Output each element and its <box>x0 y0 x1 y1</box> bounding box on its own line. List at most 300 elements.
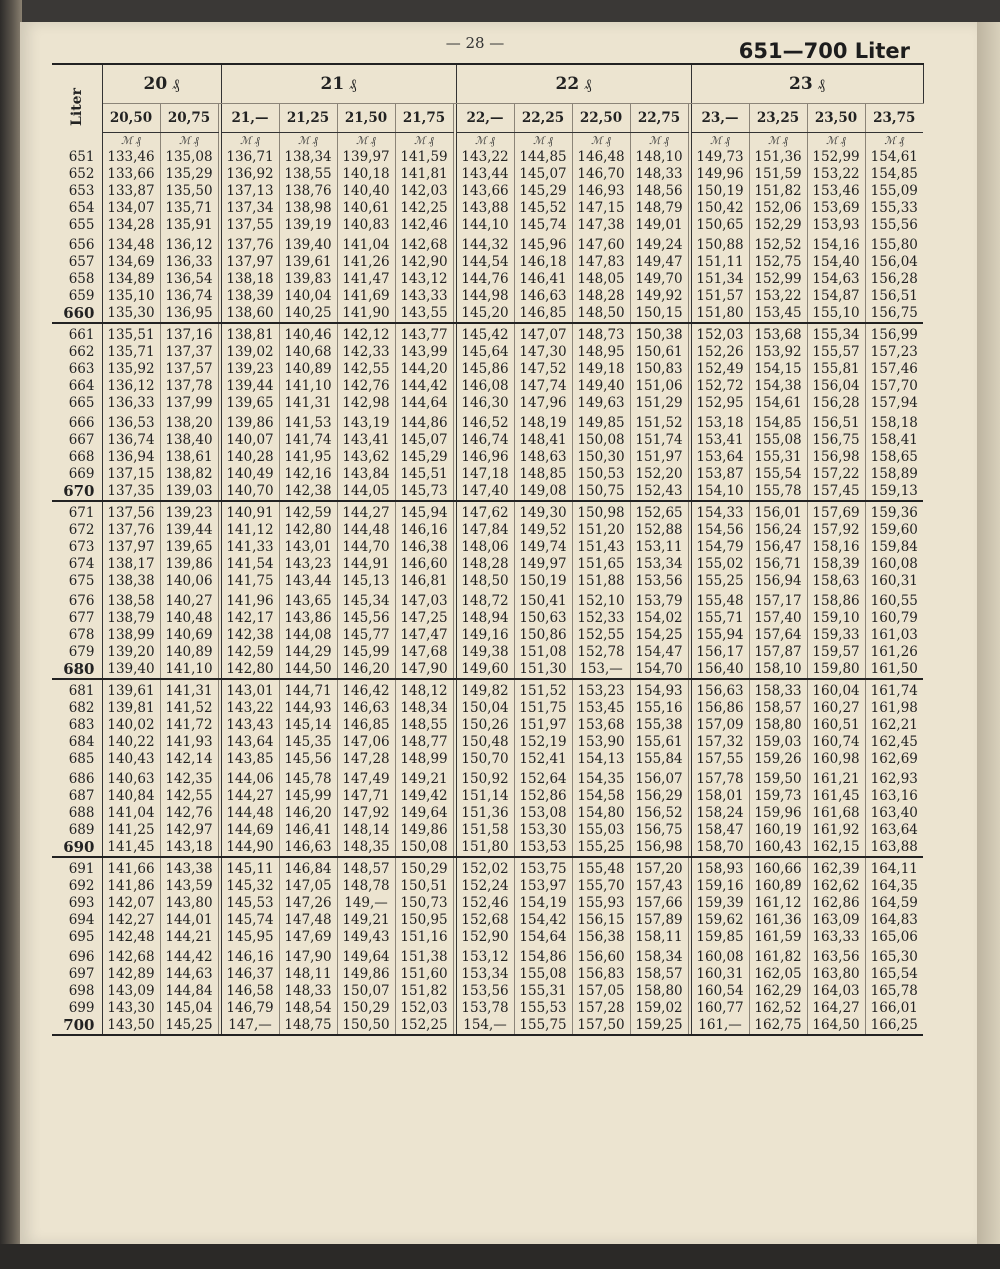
liter-value: 654 <box>52 200 102 217</box>
currency-unit-label: ℳ ₰ <box>395 133 453 150</box>
price-cell: 150,26 <box>456 717 514 734</box>
price-cell: 162,15 <box>807 839 865 857</box>
price-cell: 143,44 <box>456 166 514 183</box>
table-row <box>52 271 923 288</box>
price-cell: 156,28 <box>870 271 918 287</box>
price-cell: 142,07 <box>102 895 160 912</box>
price-cell: 147,92 <box>337 805 395 822</box>
price-cell: 158,47 <box>691 822 749 839</box>
price-cell: 153,46 <box>807 183 865 200</box>
price-cell: 143,50 <box>102 1017 160 1035</box>
price-cell: 162,45 <box>870 734 918 750</box>
price-cell: 146,20 <box>279 805 337 822</box>
table-row <box>52 183 923 200</box>
price-cell: 152,26 <box>691 344 749 361</box>
price-cell: 165,30 <box>870 949 918 965</box>
currency-unit-label: ℳ ₰ <box>807 133 865 150</box>
price-cell: 138,38 <box>102 573 160 590</box>
price-cell: 146,85 <box>514 305 572 323</box>
price-cell: 156,63 <box>691 679 749 700</box>
price-cell: 145,11 <box>221 857 279 878</box>
price-cell: 152,06 <box>749 200 807 217</box>
price-cell: 145,04 <box>160 1000 218 1017</box>
price-cell: 136,12 <box>160 234 218 254</box>
price-cell: 149,64 <box>395 805 453 822</box>
price-cell: 140,70 <box>221 483 279 501</box>
price-cell: 150,15 <box>630 305 688 323</box>
price-cell: 151,74 <box>630 432 688 449</box>
price-cell: 153,87 <box>691 466 749 483</box>
price-cell: 149,— <box>337 895 395 912</box>
group-header <box>691 64 923 104</box>
price-cell: 148,73 <box>572 323 630 344</box>
price-cell: 154,70 <box>630 661 688 679</box>
price-cell: 155,56 <box>870 217 918 233</box>
price-cell: 151,11 <box>691 254 749 271</box>
price-cell: 155,78 <box>749 483 807 501</box>
price-cell: 139,20 <box>102 644 160 661</box>
price-cell: 143,85 <box>221 751 279 768</box>
table-row <box>52 254 923 271</box>
price-cell: 153,34 <box>456 966 514 983</box>
liter-value: 699 <box>52 1000 102 1017</box>
price-cell: 150,08 <box>572 432 630 449</box>
price-cell: 139,61 <box>279 254 337 271</box>
price-cell: 149,40 <box>572 378 630 395</box>
price-cell: 151,16 <box>395 929 453 946</box>
liter-value: 682 <box>52 700 102 717</box>
price-cell: 150,29 <box>337 1000 395 1017</box>
liter-column-header <box>52 64 102 149</box>
price-cell: 145,94 <box>395 501 453 522</box>
price-cell: 136,92 <box>221 166 279 183</box>
price-cell: 146,63 <box>514 288 572 305</box>
price-cell: 156,83 <box>572 966 630 983</box>
price-cell: 150,73 <box>395 895 453 912</box>
price-cell: 142,27 <box>102 912 160 929</box>
price-cell: 149,47 <box>630 254 688 271</box>
price-cell: 141,86 <box>102 878 160 895</box>
currency-unit-label: ℳ ₰ <box>572 133 630 150</box>
price-cell: 161,82 <box>749 946 807 966</box>
price-cell: 144,69 <box>221 822 279 839</box>
price-cell: 145,95 <box>221 929 279 946</box>
price-cell: 144,05 <box>337 483 395 501</box>
price-cell: 148,85 <box>514 466 572 483</box>
table-row <box>52 966 923 983</box>
price-header: 21,25 <box>279 104 337 133</box>
price-cell: 157,87 <box>749 644 807 661</box>
price-cell: 154,58 <box>572 788 630 805</box>
price-cell: 164,03 <box>807 983 865 1000</box>
price-cell: 159,10 <box>807 610 865 627</box>
price-cell: 157,32 <box>691 734 749 751</box>
table-row <box>52 395 923 412</box>
price-cell: 150,92 <box>456 768 514 788</box>
price-cell: 146,74 <box>456 432 514 449</box>
price-cell: 133,66 <box>102 166 160 183</box>
price-cell: 157,23 <box>870 344 918 360</box>
price-cell: 154,87 <box>807 288 865 305</box>
price-cell: 143,62 <box>337 449 395 466</box>
currency-unit-label: ℳ ₰ <box>456 133 514 150</box>
price-header: 23,50 <box>807 104 865 133</box>
price-cell: 156,75 <box>807 432 865 449</box>
price-cell: 152,25 <box>395 1017 453 1035</box>
price-cell: 142,98 <box>337 395 395 412</box>
price-cell: 142,80 <box>221 661 279 679</box>
price-cell: 154,40 <box>807 254 865 271</box>
price-cell: 143,30 <box>102 1000 160 1017</box>
price-cell: 162,29 <box>749 983 807 1000</box>
price-cell: 146,16 <box>395 522 453 539</box>
unit-row <box>52 133 923 150</box>
price-cell: 134,48 <box>102 234 160 254</box>
price-cell: 155,08 <box>749 432 807 449</box>
price-cell: 150,53 <box>572 466 630 483</box>
liter-value: 693 <box>52 895 102 912</box>
price-cell: 144,85 <box>514 149 572 166</box>
price-cell: 158,18 <box>870 415 918 431</box>
price-cell: 141,47 <box>337 271 395 288</box>
price-cell: 157,09 <box>691 717 749 734</box>
price-cell: 156,99 <box>865 323 923 344</box>
price-cell: 154,63 <box>807 271 865 288</box>
price-cell: 155,81 <box>807 361 865 378</box>
price-cell: 149,08 <box>514 483 572 501</box>
price-cell: 135,50 <box>160 183 218 200</box>
table-row <box>52 788 923 805</box>
price-cell: 151,52 <box>514 679 572 700</box>
price-cell: 157,78 <box>691 768 749 788</box>
price-cell: 152,41 <box>514 751 572 768</box>
currency-unit-label: ℳ ₰ <box>514 133 572 150</box>
price-cell: 152,95 <box>691 395 749 412</box>
price-cell: 144,32 <box>456 234 514 254</box>
price-cell: 165,78 <box>870 983 918 999</box>
price-cell: 146,42 <box>337 679 395 700</box>
price-cell: 158,16 <box>807 539 865 556</box>
price-cell: 144,42 <box>395 378 453 395</box>
price-cell: 140,06 <box>160 573 218 590</box>
price-cell: 147,07 <box>514 323 572 344</box>
liter-value: 663 <box>52 361 102 378</box>
price-header: 21,— <box>221 104 279 133</box>
liter-value: 677 <box>52 610 102 627</box>
price-cell: 138,61 <box>160 449 218 466</box>
price-cell: 149,63 <box>572 395 630 412</box>
price-cell: 144,84 <box>160 983 218 1000</box>
price-cell: 157,92 <box>807 522 865 539</box>
price-cell: 153,56 <box>630 573 688 590</box>
price-cell: 160,51 <box>807 717 865 734</box>
price-cell: 152,68 <box>456 912 514 929</box>
liter-value: 653 <box>52 183 102 200</box>
price-cell: 150,95 <box>395 912 453 929</box>
price-cell: 160,19 <box>749 822 807 839</box>
price-cell: 158,10 <box>749 661 807 679</box>
price-cell: 148,34 <box>395 700 453 717</box>
price-cell: 161,12 <box>749 895 807 912</box>
price-cell: 162,39 <box>807 857 865 878</box>
price-cell: 136,54 <box>160 271 218 288</box>
price-cell: 151,14 <box>456 788 514 805</box>
table-row <box>52 751 923 768</box>
price-cell: 141,74 <box>279 432 337 449</box>
price-cell: 148,75 <box>279 1017 337 1035</box>
table-row <box>52 1000 923 1017</box>
price-cell: 160,77 <box>691 1000 749 1017</box>
price-cell: 145,25 <box>160 1017 218 1035</box>
price-cell: 142,03 <box>395 183 453 200</box>
price-cell: 146,52 <box>456 412 514 432</box>
price-cell: 155,53 <box>514 1000 572 1017</box>
price-cell: 136,74 <box>102 432 160 449</box>
price-cell: 153,68 <box>572 717 630 734</box>
table-row <box>52 344 923 361</box>
price-cell: 148,41 <box>514 432 572 449</box>
price-cell: 149,82 <box>456 679 514 700</box>
price-cell: 142,25 <box>395 200 453 217</box>
price-cell: 149,42 <box>395 788 453 805</box>
price-cell: 146,08 <box>456 378 514 395</box>
price-cell: 142,59 <box>279 501 337 522</box>
price-cell: 164,50 <box>807 1017 865 1035</box>
price-cell: 155,08 <box>514 966 572 983</box>
price-cell: 163,80 <box>807 966 865 983</box>
price-cell: 150,38 <box>630 323 688 344</box>
price-cell: 154,16 <box>807 234 865 254</box>
liter-value: 688 <box>52 805 102 822</box>
price-cell: 166,25 <box>865 1017 923 1035</box>
price-cell: 140,61 <box>337 200 395 217</box>
price-cell: 152,49 <box>691 361 749 378</box>
price-cell: 154,47 <box>630 644 688 661</box>
price-cell: 140,91 <box>221 501 279 522</box>
price-cell: 145,99 <box>337 644 395 661</box>
price-cell: 137,35 <box>102 483 160 501</box>
price-cell: 148,19 <box>514 412 572 432</box>
price-cell: 152,88 <box>630 522 688 539</box>
price-cell: 148,50 <box>456 573 514 590</box>
price-cell: 153,45 <box>572 700 630 717</box>
price-cell: 145,13 <box>337 573 395 590</box>
price-cell: 149,30 <box>514 501 572 522</box>
price-cell: 140,69 <box>160 627 218 644</box>
table-row <box>52 912 923 929</box>
price-cell: 148,72 <box>456 590 514 610</box>
price-cell: 152,75 <box>749 254 807 271</box>
price-cell: 140,63 <box>102 768 160 788</box>
price-cell: 145,52 <box>514 200 572 217</box>
price-cell: 146,96 <box>456 449 514 466</box>
price-cell: 148,28 <box>572 288 630 305</box>
price-cell: 153,22 <box>749 288 807 305</box>
price-cell: 164,83 <box>870 912 918 928</box>
price-cell: 140,83 <box>337 217 395 234</box>
price-cell: 141,26 <box>337 254 395 271</box>
price-cell: 149,43 <box>337 929 395 946</box>
price-cell: 134,89 <box>102 271 160 288</box>
table-row <box>52 805 923 822</box>
price-cell: 157,20 <box>630 857 688 878</box>
price-cell: 155,48 <box>691 590 749 610</box>
price-header: 23,75 <box>865 104 923 133</box>
price-cell: 149,60 <box>456 661 514 679</box>
price-cell: 148,79 <box>630 200 688 217</box>
table-row <box>52 661 923 679</box>
price-cell: 149,21 <box>395 768 453 788</box>
table-row <box>52 200 923 217</box>
price-cell: 156,15 <box>572 912 630 929</box>
price-header-row <box>52 104 923 133</box>
table-row <box>52 522 923 539</box>
price-cell: 147,69 <box>279 929 337 946</box>
table-row <box>52 378 923 395</box>
group-header-row <box>52 64 923 104</box>
price-cell: 135,91 <box>160 217 218 234</box>
price-cell: 146,30 <box>456 395 514 412</box>
price-cell: 158,65 <box>870 449 918 465</box>
price-cell: 136,71 <box>221 149 279 166</box>
price-cell: 141,25 <box>102 822 160 839</box>
price-cell: 150,83 <box>630 361 688 378</box>
liter-value: 696 <box>52 946 102 966</box>
price-cell: 144,48 <box>221 805 279 822</box>
price-cell: 150,42 <box>691 200 749 217</box>
price-cell: 141,33 <box>221 539 279 556</box>
table-row <box>52 432 923 449</box>
price-cell: 151,97 <box>514 717 572 734</box>
liter-value: 680 <box>52 661 102 679</box>
price-cell: 146,70 <box>572 166 630 183</box>
price-cell: 138,98 <box>279 200 337 217</box>
price-cell: 152,43 <box>630 483 688 501</box>
liter-value: 687 <box>52 788 102 805</box>
price-cell: 156,51 <box>807 412 865 432</box>
price-cell: 156,28 <box>807 395 865 412</box>
price-cell: 143,64 <box>221 734 279 751</box>
price-cell: 155,31 <box>749 449 807 466</box>
liter-value: 679 <box>52 644 102 661</box>
price-cell: 139,40 <box>279 234 337 254</box>
price-cell: 138,17 <box>102 556 160 573</box>
price-cell: 143,77 <box>395 323 453 344</box>
price-cell: 140,46 <box>279 323 337 344</box>
price-cell: 145,34 <box>337 590 395 610</box>
price-cell: 140,25 <box>279 305 337 323</box>
price-cell: 163,40 <box>870 805 918 821</box>
price-cell: 147,— <box>221 1017 279 1035</box>
price-cell: 146,38 <box>395 539 453 556</box>
price-cell: 141,53 <box>279 412 337 432</box>
price-cell: 149,74 <box>514 539 572 556</box>
price-cell: 152,65 <box>630 501 688 522</box>
price-cell: 155,25 <box>572 839 630 857</box>
price-cell: 149,86 <box>337 966 395 983</box>
price-cell: 147,25 <box>395 610 453 627</box>
price-cell: 149,96 <box>691 166 749 183</box>
price-cell: 142,76 <box>337 378 395 395</box>
price-cell: 155,70 <box>572 878 630 895</box>
price-cell: 150,86 <box>514 627 572 644</box>
table-row <box>52 573 923 590</box>
liter-value: 651 <box>52 149 102 166</box>
price-cell: 138,40 <box>160 432 218 449</box>
table-row <box>52 1017 923 1035</box>
price-cell: 145,99 <box>279 788 337 805</box>
price-cell: 149,16 <box>456 627 514 644</box>
price-cell: 157,70 <box>870 378 918 394</box>
price-cell: 154,25 <box>630 627 688 644</box>
price-cell: 149,85 <box>572 412 630 432</box>
table-row <box>52 644 923 661</box>
price-cell: 151,97 <box>630 449 688 466</box>
price-cell: 161,59 <box>749 929 807 946</box>
price-cell: 135,10 <box>102 288 160 305</box>
price-cell: 151,58 <box>456 822 514 839</box>
price-header: 20,75 <box>160 104 218 133</box>
price-cell: 158,11 <box>630 929 688 946</box>
price-cell: 153,18 <box>691 412 749 432</box>
price-cell: 148,12 <box>395 679 453 700</box>
currency-unit-label: ℳ ₰ <box>160 133 218 150</box>
price-cell: 137,13 <box>221 183 279 200</box>
price-cell: 148,05 <box>572 271 630 288</box>
liter-value: 689 <box>52 822 102 839</box>
price-cell: 142,48 <box>102 929 160 946</box>
price-cell: 164,59 <box>870 895 918 911</box>
price-cell: 151,80 <box>456 839 514 857</box>
price-cell: 139,23 <box>160 501 218 522</box>
price-cell: 151,88 <box>572 573 630 590</box>
price-cell: 146,63 <box>279 839 337 857</box>
price-cell: 156,51 <box>870 288 918 304</box>
price-cell: 135,08 <box>160 149 218 166</box>
price-cell: 166,01 <box>870 1000 918 1016</box>
price-cell: 150,29 <box>395 857 453 878</box>
price-cell: 138,58 <box>102 590 160 610</box>
table-row <box>52 361 923 378</box>
liter-value: 667 <box>52 432 102 449</box>
price-cell: 152,19 <box>514 734 572 751</box>
liter-value: 684 <box>52 734 102 751</box>
price-cell: 142,17 <box>221 610 279 627</box>
price-cell: 141,12 <box>221 522 279 539</box>
price-cell: 147,52 <box>514 361 572 378</box>
price-cell: 160,89 <box>749 878 807 895</box>
price-cell: 139,02 <box>221 344 279 361</box>
price-cell: 142,38 <box>279 483 337 501</box>
price-cell: 155,31 <box>514 983 572 1000</box>
price-cell: 135,71 <box>160 200 218 217</box>
price-cell: 162,05 <box>749 966 807 983</box>
price-cell: 144,48 <box>337 522 395 539</box>
price-cell: 142,38 <box>221 627 279 644</box>
price-cell: 140,49 <box>221 466 279 483</box>
price-cell: 154,33 <box>691 501 749 522</box>
price-cell: 158,01 <box>691 788 749 805</box>
pfennig-symbol: ₰ <box>579 75 592 93</box>
price-cell: 156,60 <box>572 946 630 966</box>
price-header: 23,— <box>691 104 749 133</box>
liter-value: 681 <box>52 679 102 700</box>
price-cell: 147,68 <box>395 644 453 661</box>
price-cell: 137,56 <box>102 501 160 522</box>
price-cell: 153,78 <box>456 1000 514 1017</box>
price-cell: 146,41 <box>514 271 572 288</box>
price-cell: 142,35 <box>160 768 218 788</box>
